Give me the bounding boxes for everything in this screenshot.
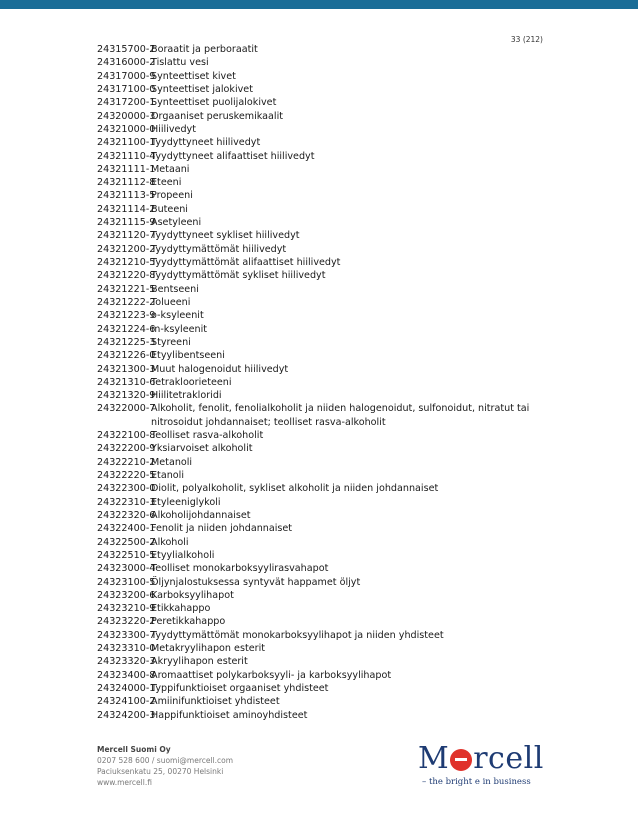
cpv-code: 24322310-3 [97,496,156,508]
cpv-code: 24323220-2 [97,616,156,628]
cpv-description: Propeeni [151,190,193,202]
cpv-description: Boraatit ja perboraatit [151,44,258,55]
footer-company: Mercell Suomi Oy [97,745,171,754]
cpv-code: 24322100-8 [97,430,156,442]
cpv-code: 24322000-7 [97,403,156,415]
cpv-description: Styreeni [151,336,191,348]
cpv-description: Fenolit ja niiden johdannaiset [151,523,293,535]
list-item [97,522,537,535]
cpv-code: 24322220-5 [97,470,156,481]
list-item [97,549,537,562]
cpv-description: Öljynjalostuksessa syntyvät happamet öljyt [151,576,361,588]
list-item [97,176,537,189]
list-item [97,695,537,708]
cpv-description: Etyylibentseeni [151,350,225,362]
cpv-description: Tyydyttymättömät monokarboksyylihapot ja niiden yhdisteet [151,629,444,641]
list-item [97,496,537,509]
list-item [97,216,537,229]
cpv-code: 24321110-4 [97,150,156,162]
cpv-code: 24321221-5 [97,283,156,295]
cpv-description: Teolliset monokarboksyylirasvahapot [151,563,329,575]
list-item [97,150,537,163]
cpv-description: Buteeni [151,203,188,215]
cpv-description: Karboksyylihapot [151,589,234,601]
cpv-description: Amiinifunktioiset yhdisteet [151,696,280,708]
list-item [97,83,537,96]
list-item [97,296,537,309]
cpv-description: Hiilitetrakloridi [151,390,222,402]
cpv-code: 24321310-6 [97,376,156,388]
list-item [97,576,537,589]
cpv-code: 24321300-3 [97,363,156,375]
cpv-description: Etyylialkoholi [151,549,215,561]
cpv-code: 24322500-2 [97,536,156,548]
list-item [97,203,537,216]
cpv-code: 24322510-5 [97,549,156,561]
list-item [97,243,537,256]
cpv-code: 24321320-9 [97,390,156,402]
cpv-description: Eteeni [151,177,182,189]
cpv-code: 24321111-1 [97,163,156,175]
cpv-code: 24322200-9 [97,443,156,455]
logo-e-icon [450,749,472,771]
cpv-code: 24321200-2 [97,243,156,255]
list-item [97,456,537,469]
cpv-code: 24323300-7 [97,629,156,641]
cpv-code: 24321000-0 [97,123,156,135]
cpv-code: 24321113-5 [97,190,156,202]
cpv-code: 24323200-6 [97,589,156,601]
cpv-code: 24321114-2 [97,203,156,215]
list-item [97,442,537,455]
list-item [97,589,537,602]
cpv-description: Teolliset rasva-alkoholit [151,430,264,442]
cpv-code: 24322320-6 [97,509,156,521]
cpv-code: 24321222-2 [97,296,156,308]
list-item [97,56,537,69]
cpv-description: Etikkahappo [151,603,211,615]
cpv-description: Alkoholi [151,536,189,548]
list-item [97,110,537,123]
cpv-code: 24323000-4 [97,563,156,575]
mercell-logo [418,742,548,787]
logo-prefix: M [418,741,450,776]
cpv-description: Synteettiset jalokivet [151,83,253,95]
list-item [97,123,537,136]
list-item [97,163,537,176]
cpv-code: 24322210-2 [97,456,156,468]
cpv-description: Muut halogenoidut hiilivedyt [151,363,289,375]
list-item [97,336,537,349]
cpv-description: Alkoholijohdannaiset [151,509,251,521]
cpv-code: 24315700-2 [97,44,156,55]
cpv-description: Metakryylihapon esterit [151,643,265,655]
list-item [97,189,537,202]
list-item [97,323,537,336]
list-item [97,96,537,109]
list-item [97,389,537,402]
cpv-description: Aromaattiset polykarboksyyli- ja karboksyylihapot [151,669,392,681]
list-item [97,669,537,682]
list-item [97,615,537,628]
cpv-code: 24321224-6 [97,323,156,335]
cpv-description: Tyydyttymättömät alifaattiset hiilivedyt [151,257,341,268]
list-item [97,602,537,615]
cpv-code: 24320000-3 [97,110,156,122]
cpv-description: Peretikkahappo [151,616,226,628]
footer-phone-email: 0207 528 600 / suomi@mercell.com [97,756,234,765]
cpv-description: Synteettiset puolijalokivet [151,97,277,109]
list-item [97,482,537,495]
cpv-description: Tolueeni [151,296,191,308]
cpv-description: Tyydyttyneet sykliset hiilivedyt [151,230,300,242]
cpv-description: Bentseeni [151,283,199,295]
cpv-code: 24316000-2 [97,57,156,69]
cpv-code: 24322300-0 [97,483,156,495]
cpv-code: 24317200-1 [97,97,156,109]
logo-tagline: – the bright e in business [422,777,531,787]
cpv-code-list [97,43,537,722]
list-item [97,655,537,668]
cpv-code: 24322400-1 [97,523,156,535]
cpv-code: 24321100-1 [97,137,156,149]
footer-website[interactable]: www.mercell.fi [97,778,152,787]
list-item [97,283,537,296]
list-item [97,136,537,149]
cpv-description: Metanoli [151,456,193,468]
cpv-description: Tyydyttyneet hiilivedyt [151,137,261,149]
cpv-description: m-ksyleenit [151,323,208,335]
cpv-code: 24323210-9 [97,603,156,615]
cpv-code: 24323100-5 [97,576,156,588]
list-item [97,363,537,376]
list-item [97,309,537,322]
cpv-description: Etyleeniglykoli [151,496,221,508]
cpv-code: 24324000-1 [97,683,156,694]
footer-contact [97,744,233,788]
list-item [97,376,537,389]
cpv-code: 24321120-7 [97,230,156,242]
list-item [97,269,537,282]
list-item [97,562,537,575]
cpv-description: Tetrakloorieteeni [151,376,232,388]
cpv-description: Asetyleeni [151,217,202,229]
cpv-code: 24317100-0 [97,83,156,95]
list-item [97,256,537,269]
cpv-description: Happifunktioiset aminoyhdisteet [151,709,308,721]
cpv-description: Diolit, polyalkoholit, sykliset alkoholit ja niiden johdannaiset [151,483,439,495]
footer-address: Paciuksenkatu 25, 00270 Helsinki [97,767,224,776]
list-item [97,536,537,549]
cpv-description: Synteettiset kivet [151,70,236,82]
list-item [97,402,537,429]
cpv-code: 24317000-9 [97,70,156,82]
cpv-code: 24321223-9 [97,310,156,322]
cpv-description: Orgaaniset peruskemikaalit [151,110,284,122]
cpv-code: 24321210-5 [97,257,156,268]
cpv-code: 24321112-8 [97,177,156,189]
cpv-description: Tyydyttyneet alifaattiset hiilivedyt [151,150,315,162]
list-item [97,682,537,695]
cpv-description: Alkoholit, fenolit, fenolialkoholit ja niiden halogenoidut, sulfonoidut, nitratut tai nitrosoidut johdannaiset; teolliset rasva-alkoholit [151,403,530,428]
cpv-description: Yksiarvoiset alkoholit [151,443,253,455]
cpv-description: Metaani [151,163,190,175]
logo-wordmark [418,742,548,776]
cpv-code: 24324100-2 [97,696,156,708]
cpv-code: 24321220-8 [97,270,156,282]
list-item [97,349,537,362]
top-color-bar [0,0,638,9]
list-item [97,629,537,642]
list-item [97,429,537,442]
cpv-description: Tyydyttymättömät hiilivedyt [151,243,287,255]
cpv-code: 24323400-8 [97,669,156,681]
cpv-code: 24321225-3 [97,336,156,348]
list-item [97,509,537,522]
list-item [97,43,537,56]
cpv-description: Tislattu vesi [151,57,209,69]
cpv-description: Akryylihapon esterit [151,656,248,668]
cpv-description: Typpifunktioiset orgaaniset yhdisteet [151,683,329,694]
list-item [97,642,537,655]
cpv-description: Hiilivedyt [151,123,196,135]
cpv-code: 24321226-0 [97,350,156,362]
cpv-code: 24323310-0 [97,643,156,655]
list-item [97,70,537,83]
cpv-code: 24324200-3 [97,709,156,721]
cpv-description: Etanoli [151,470,184,481]
list-item [97,229,537,242]
cpv-description: o-ksyleenit [151,310,204,322]
cpv-code: 24323320-3 [97,656,156,668]
logo-suffix: rcell [473,741,544,776]
cpv-code: 24321115-9 [97,217,156,229]
cpv-description: Tyydyttymättömät sykliset hiilivedyt [151,270,326,282]
page-number: 33 (212) [510,35,543,44]
list-item [97,469,537,482]
list-item [97,709,537,722]
